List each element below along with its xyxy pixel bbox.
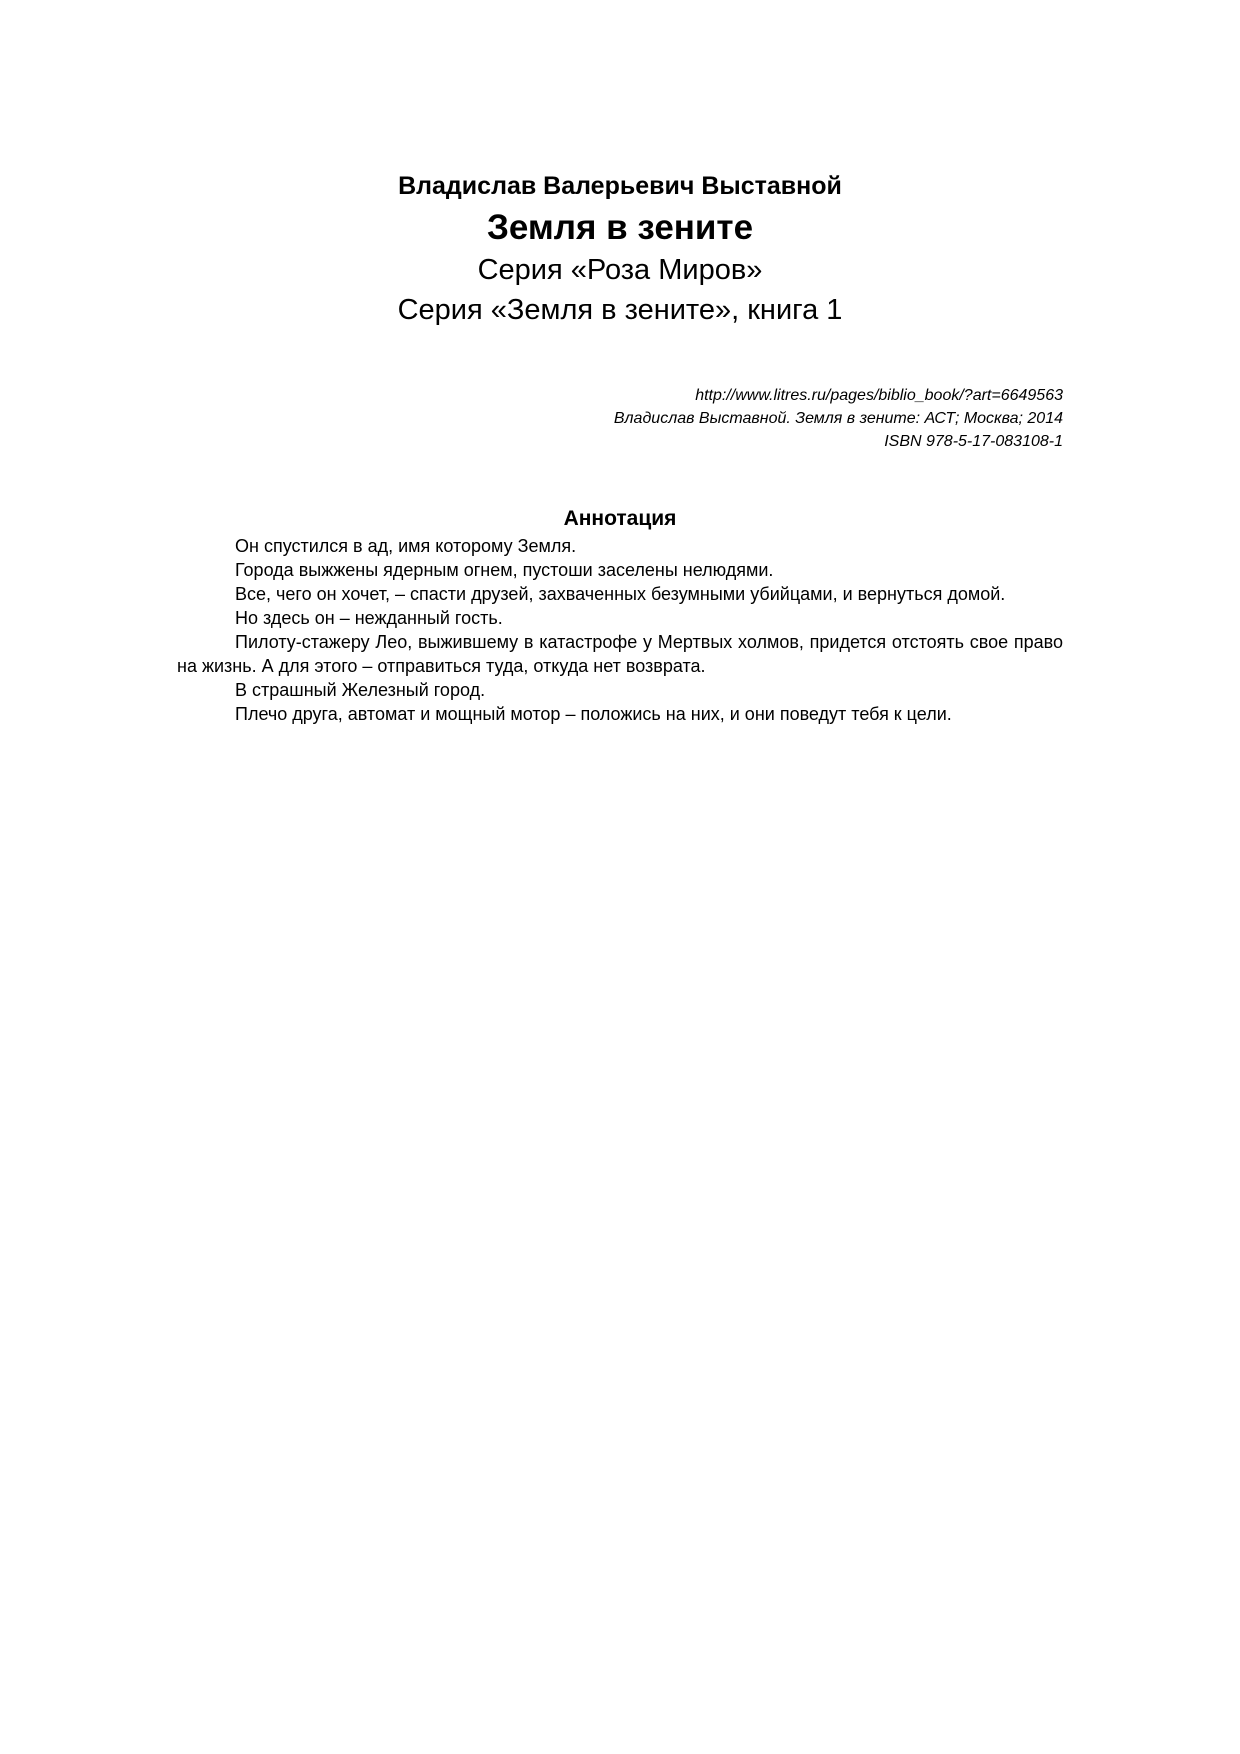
source-url: http://www.litres.ru/pages/biblio_book/?art=6649563 [695,387,1063,404]
title-block [180,168,1060,330]
annotation-paragraph: Города выжжены ядерным огнем, пустоши заселены нелюдями. [235,560,774,580]
annotation-heading: Аннотация [563,507,677,530]
annotation-paragraph: В страшный Железный город. [235,680,486,700]
series-line: Серия «Роза Миров» [477,254,763,286]
book-title: Земля в зените [486,208,754,247]
publication-info: Владислав Выставной. Земля в зените: АСТ; Москва; 2014 [613,410,1063,427]
annotation-paragraph: Пилоту-стажеру Лео, выжившему в катастрофе у Мертвых холмов, придется отстоять свое право на жизнь. А для этого – отправиться туда, откуда нет возврата. [177,632,1063,676]
series-line: Серия «Земля в зените», книга 1 [397,294,843,326]
publication-meta [614,384,1063,453]
annotation-section [177,504,1063,726]
annotation-paragraph: Но здесь он – нежданный гость. [235,608,503,628]
isbn: ISBN 978-5-17-083108-1 [884,433,1063,450]
author-name: Владислав Валерьевич Выставной [398,172,842,200]
annotation-paragraph: Плечо друга, автомат и мощный мотор – положись на них, и они поведут тебя к цели. [235,704,952,724]
annotation-paragraph: Все, чего он хочет, – спасти друзей, захваченных безумными убийцами, и вернуться домой. [235,584,1006,604]
annotation-paragraph: Он спустился в ад, имя которому Земля. [235,536,577,556]
